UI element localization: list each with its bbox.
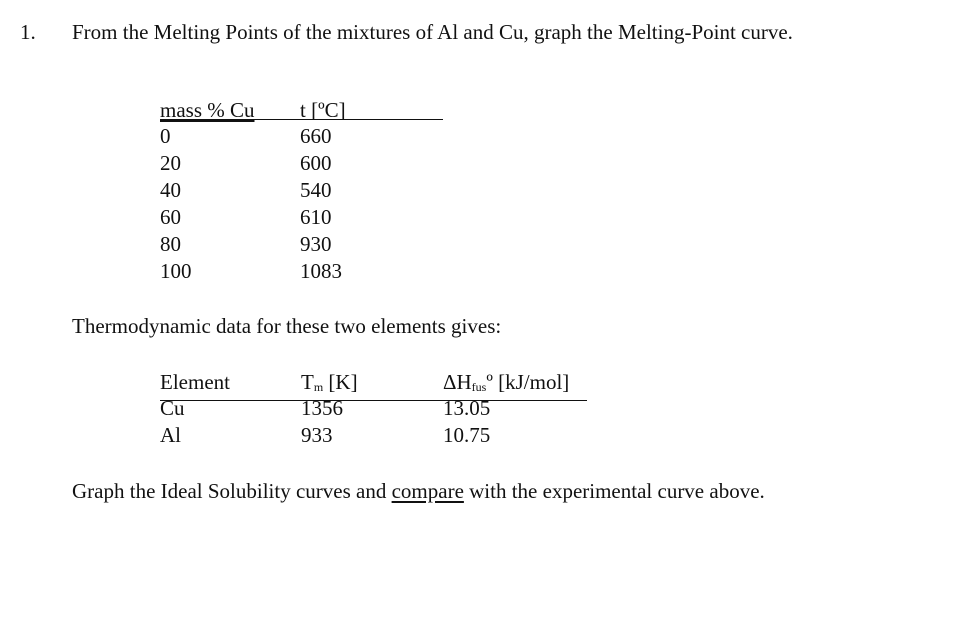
table-header-melting-temperature (301, 372, 358, 393)
table-header-rule (160, 119, 443, 120)
cell-melting-temperature: 1356 (301, 396, 343, 420)
table-row (0, 398, 960, 425)
dh-unit: [kJ/mol] (492, 370, 570, 394)
tm-unit: [K] (323, 370, 358, 394)
table-row (0, 153, 960, 180)
cell-element: Al (160, 423, 181, 447)
final-text-before: Graph the Ideal Solubility curves and (72, 479, 392, 503)
final-text-after: with the experimental curve above. (463, 479, 765, 503)
cell-mass-cu: 0 (160, 124, 171, 148)
table-header-mass-cu: mass % Cu (160, 98, 255, 122)
cell-mass-cu: 20 (160, 151, 181, 175)
cell-mass-cu: 100 (160, 259, 192, 283)
tm-base: T (301, 370, 314, 394)
thermodynamic-intro: Thermodynamic data for these two elements gives: (72, 314, 502, 338)
cell-mass-cu: 40 (160, 178, 181, 202)
question-text: From the Melting Points of the mixtures of Al and Cu, graph the Melting-Point curve. (72, 20, 793, 44)
cell-mass-cu: 60 (160, 205, 181, 229)
cell-element: Cu (160, 396, 185, 420)
cell-mass-cu: 80 (160, 232, 181, 256)
final-text-underlined: compare (391, 479, 464, 503)
table-header-enthalpy-fusion (443, 372, 569, 393)
table-row (0, 234, 960, 261)
cell-temperature: 930 (300, 232, 332, 256)
cell-temperature: 610 (300, 205, 332, 229)
cell-temperature: 600 (300, 151, 332, 175)
dh-degree: º (486, 370, 493, 394)
table-row (0, 180, 960, 207)
final-instruction (72, 481, 765, 502)
cell-temperature: 1083 (300, 259, 342, 283)
dh-base: ΔH (443, 370, 472, 394)
table-row (0, 425, 960, 452)
table-header-element: Element (160, 370, 230, 394)
table-row (0, 126, 960, 153)
table-header-temperature: t [ºC] (300, 98, 346, 122)
cell-melting-temperature: 933 (301, 423, 333, 447)
cell-temperature: 540 (300, 178, 332, 202)
cell-enthalpy: 10.75 (443, 423, 491, 447)
dh-subscript: fus (471, 380, 487, 394)
tm-subscript: m (313, 380, 324, 394)
table-row (0, 261, 960, 288)
cell-temperature: 660 (300, 124, 332, 148)
table-row (0, 207, 960, 234)
cell-enthalpy: 13.05 (443, 396, 491, 420)
question-number: 1. (20, 20, 36, 44)
